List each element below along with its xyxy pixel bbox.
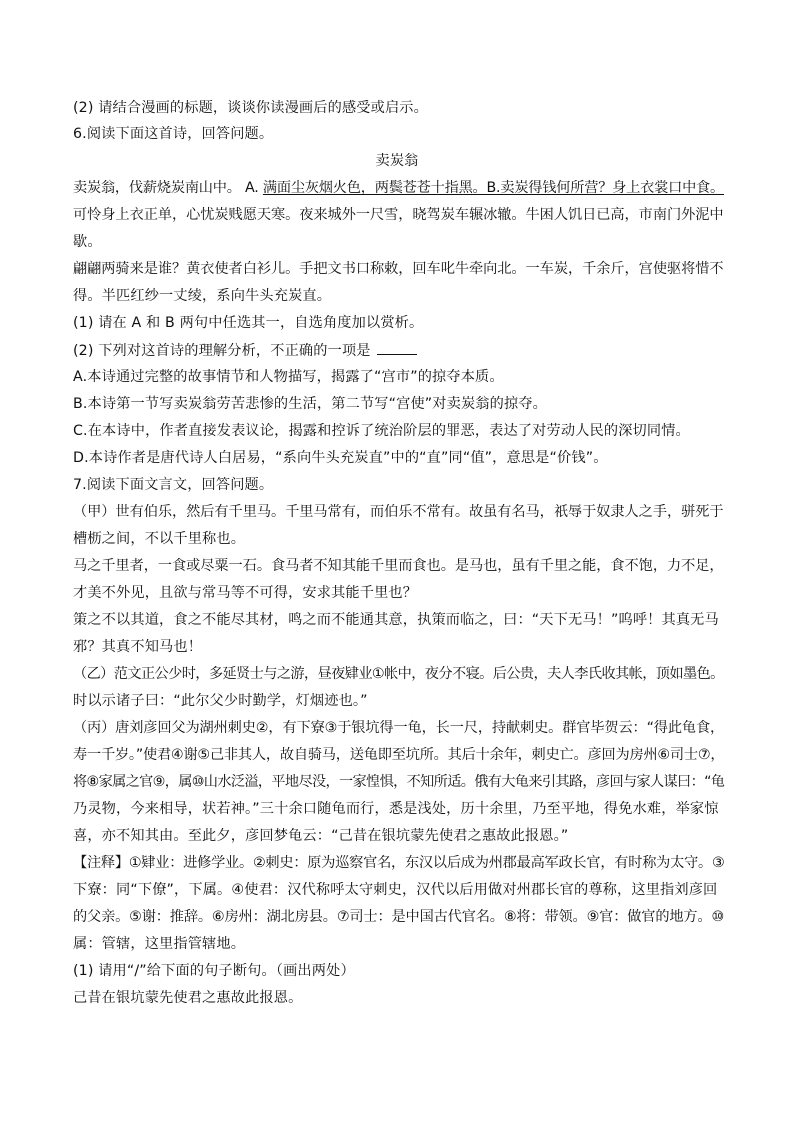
question-5-2: (2) 请结合漫画的标题，谈谈你读漫画后的感受或启示。 xyxy=(73,100,428,116)
poem-line-1-text: 卖炭翁，伐薪烧炭南山中。 A. xyxy=(73,180,263,196)
text-jia-line-1: （甲）世有伯乐，然后有千里马。千里马常有，而伯乐不常有。故虽有名马，祇辱于奴隶人之手，骈死于 xyxy=(73,504,724,520)
notes-line-1: 【注释】①肄业：进修学业。②刺史：原为巡察官名，东汉以后成为州郡最高军政长官，有时称为太守。③ xyxy=(73,855,725,871)
text-bing-line-3: 将⑧家属之官⑨，属⑩山水泛溢，平地尽没，一家惶惧，不知所适。俄有大龟来引其路，彦回与家人谋曰：“龟 xyxy=(73,774,725,790)
question-7-heading: 7.阅读下面文言文，回答问题。 xyxy=(73,477,274,493)
text-bing-line-1: （丙）唐刘彦回父为湖州刺史②，有下寮③于银坑得一龟，长一尺，持献刺史。群官毕贺云：“得此龟食， xyxy=(73,720,725,736)
text-jia-line-6: 邪？其真不知马也！ xyxy=(73,639,203,655)
option-c: C.在本诗中，作者直接发表议论，揭露和控诉了统治阶层的罪恶，表达了对劳动人民的深切同情。 xyxy=(73,423,690,439)
question-6-1: (1) 请在 A 和 B 两句中任选其一，自选角度加以赏析。 xyxy=(73,315,424,331)
text-jia-line-4: 才美不外见，且欲与常马等不可得，安求其能千里也？ xyxy=(73,585,418,601)
poem-line-1 xyxy=(73,178,724,198)
poem-line-4: 翩翩两骑来是谁？黄衣使者白衫儿。手把文书口称敕，回车叱牛牵向北。一车炭，千余斤，宫使驱将惜不 xyxy=(73,261,724,277)
text-bing-line-5: 喜，亦不知其由。至此夕，彦回梦龟云：“己昔在银坑蒙先使君之惠故此报恩。” xyxy=(73,828,569,844)
text-yi-line-2: 时以示诸子曰：“此尔父少时勤学，灯烟迹也。” xyxy=(73,693,368,709)
answer-blank[interactable] xyxy=(377,340,417,355)
text-jia-line-2: 槽枥之间，不以千里称也。 xyxy=(73,531,246,547)
notes-line-2: 下寮：同“下僚”，下属。④使君：汉代称呼太守刺史，汉代以后用做对州郡长官的尊称，这里指刘彦回 xyxy=(73,882,718,898)
option-b: B.本诗第一节写卖炭翁劳苦悲惨的生活，第二节写“宫使”对卖炭翁的掠夺。 xyxy=(73,396,548,412)
poem-title: 卖炭翁 xyxy=(375,153,419,169)
poem-line-2: 可怜身上衣正单，心忧炭贱愿天寒。夜来城外一尺雪，晓驾炭车辗冰辙。牛困人饥日已高，市南门外泥中 xyxy=(73,207,724,223)
poem-line-5: 得。半匹红纱一丈绫，系向牛头充炭直。 xyxy=(73,288,332,304)
question-7-1: (1) 请用“/”给下面的句子断句。（画出两处） xyxy=(73,963,355,979)
notes-line-4: 属：管辖，这里指管辖地。 xyxy=(73,936,246,952)
notes-line-3: 的父亲。⑤谢：推辞。⑥房州：湖北房县。⑦司士：是中国古代官名。⑧将：带领。⑨官：做官的地方。⑩ xyxy=(73,909,725,925)
question-6-2-text: (2) 下列对这首诗的理解分析，不正确的一项是 xyxy=(73,343,371,359)
text-jia-line-5: 策之不以其道，食之不能尽其材，鸣之而不能通其意，执策而临之，曰：“天下无马！”呜呼！其真无马 xyxy=(73,612,719,628)
text-bing-line-2: 寿一千岁。”使君④谢⑤己非其人，故自骑马，送龟即至坑所。其后十余年，刺史亡。彦回为房州⑥司士⑦， xyxy=(73,747,725,763)
sentence-to-punctuate: 己昔在银坑蒙先使君之惠故此报恩。 xyxy=(73,990,303,1006)
text-yi-line-1: （乙）范文正公少时，多延贤士与之游，昼夜肄业①帐中，夜分不寝。后公贵，夫人李氏收其帐，顶如墨色。 xyxy=(73,666,724,682)
text-jia-line-3: 马之千里者，一食或尽粟一石。食马者不知其能千里而食也。是马也，虽有千里之能，食不饱，力不足， xyxy=(73,558,724,574)
question-6-2 xyxy=(73,340,417,361)
poem-line-3: 歇。 xyxy=(73,234,102,250)
poem-underlined-ab: 满面尘灰烟火色，两鬓苍苍十指黑。B.卖炭得钱何所营？身上衣裳口中食。 xyxy=(262,180,724,196)
text-bing-line-4: 乃灵物，今来相导，状若神。”三十余口随龟而行，悉是浅处，历十余里，乃至平地，得免水难，举家惊 xyxy=(73,801,719,817)
option-a: A.本诗通过完整的故事情节和人物描写，揭露了“宫市”的掠夺本质。 xyxy=(73,369,504,385)
question-6-heading: 6.阅读下面这首诗，回答问题。 xyxy=(73,126,274,142)
option-d: D.本诗作者是唐代诗人白居易，“系向牛头充炭直”中的“直”同“值”，意思是“价钱”。 xyxy=(73,450,608,466)
